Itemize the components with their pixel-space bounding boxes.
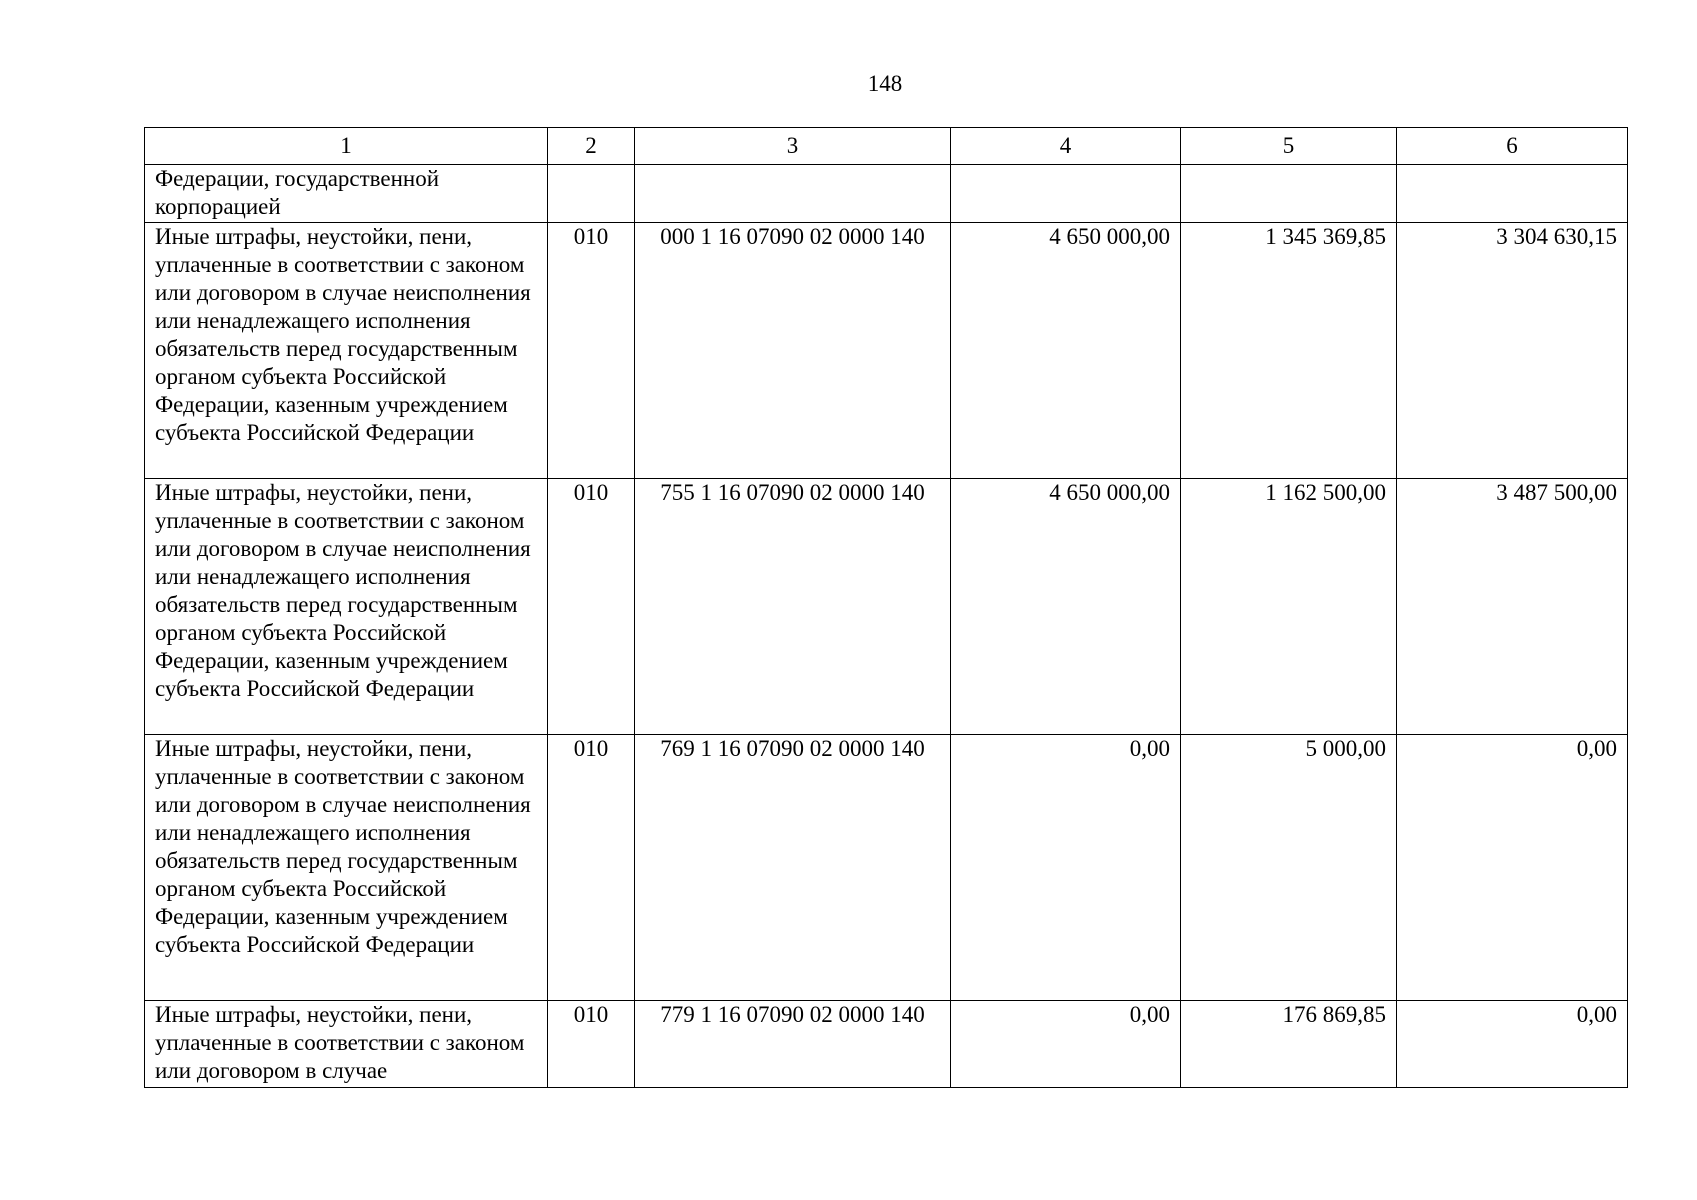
row-unexecuted-cell: 0,00 xyxy=(1397,735,1628,1001)
row-name-cell: Иные штрафы, неустойки, пени, уплаченные в соответствии с законом или договором в случае неисполнения или ненадлежащего исполнения обязательств перед государственным органом субъекта Российской Федерации, казенным учреждением субъекта Российской Федерации xyxy=(145,479,548,735)
row-budget-code-cell: 755 1 16 07090 02 0000 140 xyxy=(635,479,951,735)
header-row xyxy=(145,128,1628,165)
row-name-cell: Иные штрафы, неустойки, пени, уплаченные в соответствии с законом или договором в случае xyxy=(145,1001,548,1088)
table-row xyxy=(145,1001,1628,1088)
row-unexecuted-cell: 3 487 500,00 xyxy=(1397,479,1628,735)
table-row xyxy=(145,479,1628,735)
row-executed-cell: 5 000,00 xyxy=(1181,735,1397,1001)
row-unexecuted-cell xyxy=(1397,165,1628,223)
row-executed-cell: 1 345 369,85 xyxy=(1181,223,1397,479)
row-approved-cell: 0,00 xyxy=(951,735,1181,1001)
column-header-3: 3 xyxy=(635,128,951,165)
column-header-4: 4 xyxy=(951,128,1181,165)
row-line-code-cell: 010 xyxy=(548,223,635,479)
table-row xyxy=(145,223,1628,479)
table-row xyxy=(145,735,1628,1001)
table-body xyxy=(145,165,1628,1088)
row-executed-cell: 176 869,85 xyxy=(1181,1001,1397,1088)
column-header-5: 5 xyxy=(1181,128,1397,165)
row-name-cell: Федерации, государственной корпорацией xyxy=(145,165,548,223)
row-approved-cell: 0,00 xyxy=(951,1001,1181,1088)
row-name-cell: Иные штрафы, неустойки, пени, уплаченные в соответствии с законом или договором в случае неисполнения или ненадлежащего исполнения обязательств перед государственным органом субъекта Российской Федерации, казенным учреждением субъекта Российской Федерации xyxy=(145,735,548,1001)
row-approved-cell: 4 650 000,00 xyxy=(951,479,1181,735)
row-line-code-cell xyxy=(548,165,635,223)
column-header-1: 1 xyxy=(145,128,548,165)
budget-revenue-table xyxy=(144,127,1628,1088)
row-executed-cell xyxy=(1181,165,1397,223)
column-header-6: 6 xyxy=(1397,128,1628,165)
table-row xyxy=(145,165,1628,223)
table-header xyxy=(145,128,1628,165)
row-budget-code-cell xyxy=(635,165,951,223)
row-line-code-cell: 010 xyxy=(548,735,635,1001)
row-unexecuted-cell: 0,00 xyxy=(1397,1001,1628,1088)
row-budget-code-cell: 779 1 16 07090 02 0000 140 xyxy=(635,1001,951,1088)
row-budget-code-cell: 000 1 16 07090 02 0000 140 xyxy=(635,223,951,479)
row-executed-cell: 1 162 500,00 xyxy=(1181,479,1397,735)
row-line-code-cell: 010 xyxy=(548,479,635,735)
row-approved-cell: 4 650 000,00 xyxy=(951,223,1181,479)
row-approved-cell xyxy=(951,165,1181,223)
row-budget-code-cell: 769 1 16 07090 02 0000 140 xyxy=(635,735,951,1001)
page-number: 148 xyxy=(867,71,903,96)
row-unexecuted-cell: 3 304 630,15 xyxy=(1397,223,1628,479)
row-line-code-cell: 010 xyxy=(548,1001,635,1088)
column-header-2: 2 xyxy=(548,128,635,165)
row-name-cell: Иные штрафы, неустойки, пени, уплаченные в соответствии с законом или договором в случае неисполнения или ненадлежащего исполнения обязательств перед государственным органом субъекта Российской Федерации, казенным учреждением субъекта Российской Федерации xyxy=(145,223,548,479)
